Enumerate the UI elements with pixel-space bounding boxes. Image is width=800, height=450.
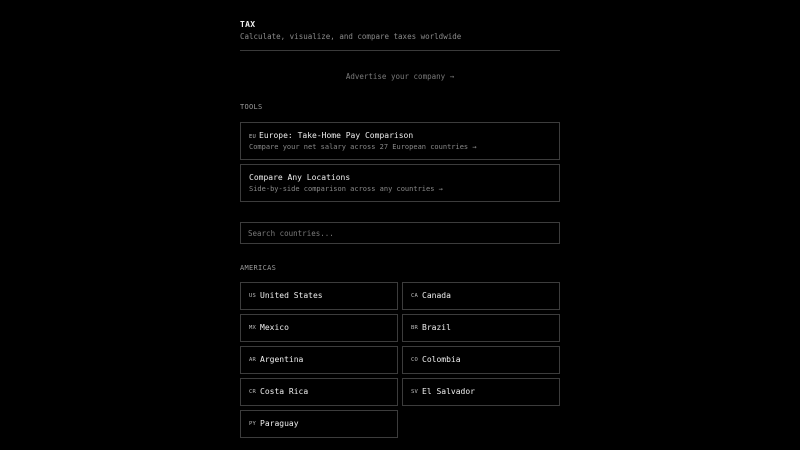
tool-title: Compare Any Locations xyxy=(249,173,351,182)
country-card-mexico[interactable] xyxy=(240,314,398,342)
country-name: Costa Rica xyxy=(260,386,309,396)
country-card-el-salvador[interactable] xyxy=(402,378,560,406)
country-code: AR xyxy=(249,357,257,363)
site-title[interactable]: TAX xyxy=(240,20,256,29)
country-name: Mexico xyxy=(260,322,289,332)
advertise-link[interactable]: Advertise your company → xyxy=(345,72,455,81)
search-countries-input[interactable] xyxy=(240,222,560,244)
country-card-costa-rica[interactable] xyxy=(240,378,398,406)
country-name: Brazil xyxy=(422,322,451,332)
country-name: Paraguay xyxy=(260,418,299,428)
country-code: CO xyxy=(411,357,419,363)
tool-title xyxy=(249,131,413,140)
country-name: Canada xyxy=(422,290,451,300)
country-name: United States xyxy=(260,290,323,300)
tools-section-label: TOOLS xyxy=(240,103,263,111)
country-card-brazil[interactable] xyxy=(402,314,560,342)
tool-card-europe-comparison[interactable] xyxy=(240,122,560,160)
country-name: El Salvador xyxy=(422,386,475,396)
country-code: MX xyxy=(249,325,257,331)
country-name: Colombia xyxy=(422,354,461,364)
country-code: BR xyxy=(411,325,419,331)
country-card-colombia[interactable] xyxy=(402,346,560,374)
country-card-united-states[interactable] xyxy=(240,282,398,310)
tool-region-code: EU xyxy=(249,134,257,140)
tool-subtitle: Side-by-side comparison across any countries → xyxy=(249,185,443,193)
country-code: PY xyxy=(249,421,257,427)
tool-subtitle: Compare your net salary across 27 European countries → xyxy=(249,143,477,151)
country-card-canada[interactable] xyxy=(402,282,560,310)
country-card-argentina[interactable] xyxy=(240,346,398,374)
country-code: SV xyxy=(411,389,419,395)
tool-card-compare-locations[interactable] xyxy=(240,164,560,202)
country-code: US xyxy=(249,293,257,299)
country-code: CR xyxy=(249,389,257,395)
site-tagline: Calculate, visualize, and compare taxes worldwide xyxy=(240,32,462,41)
americas-section-label: AMERICAS xyxy=(240,264,277,272)
country-name: Argentina xyxy=(260,354,304,364)
country-card-paraguay[interactable] xyxy=(240,410,398,438)
tool-title-text: Europe: Take-Home Pay Comparison xyxy=(259,131,414,140)
header-divider xyxy=(240,50,560,51)
country-code: CA xyxy=(411,293,419,299)
